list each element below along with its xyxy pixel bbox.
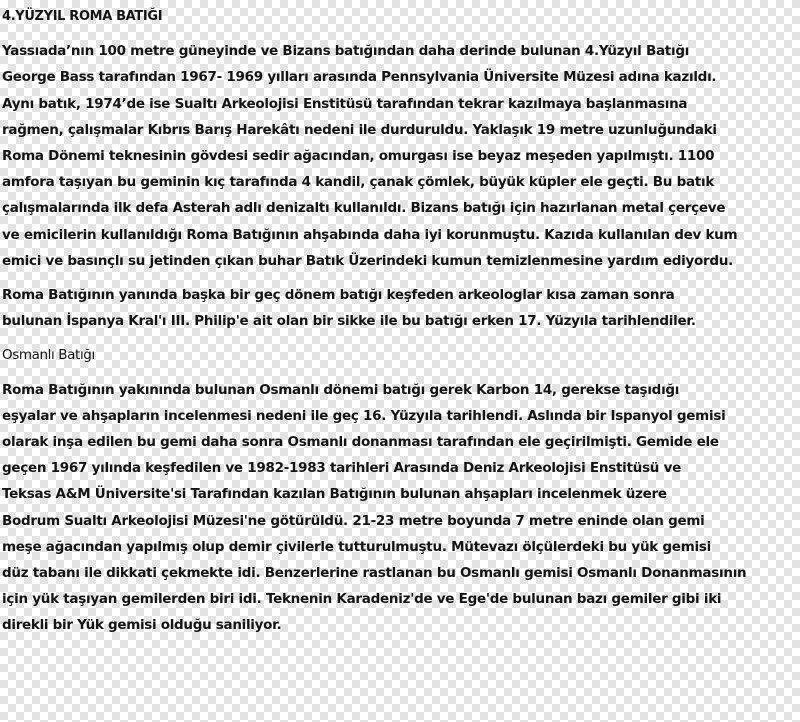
text-line: direkli bir Yük gemisi olduğu saniliyor. [2, 617, 282, 634]
text-line: için yük taşıyan gemilerden biri idi. Teknenin Karadeniz'de ve Ege'de bulunan bazı gemiler gibi iki [2, 591, 722, 608]
text-line: bulunan İspanya Kral'ı III. Philip'e ait olan bir sikke ile bu batığı erken 17. Yüzyıla tarihlendiler. [2, 313, 696, 330]
paragraph-late-wreck [2, 282, 800, 334]
text-line: ve emicilerin kullanıldığı Roma Batığının ahşabında daha iyi korunmuştu. Kazıda kullanılan dev kum [2, 226, 738, 243]
document-title: 4.YÜZYIL ROMA BATIĞI [2, 9, 163, 24]
text-line: Bodrum Sualtı Arkeolojisi Müzesi'ne götürüldü. 21-23 metre boyunda 7 metre eninde olan gemi [2, 512, 705, 529]
text-line: çalışmalarında ilk defa Asterah adlı denizaltı kullanıldı. Bizans batığı için hazırlanan metal çerçeve [2, 200, 726, 217]
text-line: emici ve basınçlı su jetinden çıkan buhar Batık Üzerindeki kumun temizlenmesine yardım ediyordu. [2, 252, 734, 269]
spacer [2, 334, 800, 342]
text-line: Aynı batık, 1974’de ise Sualtı Arkeolojisi Enstitüsü tarafından tekrar kazılmaya başlanmasına [2, 95, 688, 112]
text-line: meşe ağacından yapılmış olup demir çivilerle tutturulmuştu. Mütevazı ölçülerdeki bu yük gemisi [2, 538, 711, 555]
spacer [2, 30, 800, 38]
text-line: Roma Batığının yanında başka bir geç dönem batığı keşfeden arkeologlar kısa zaman sonra [2, 287, 675, 304]
text-line: Roma Dönemi teknesinin gövdesi sedir ağacından, omurgası ise beyaz meşeden yapılmıştı. 1100 [2, 148, 715, 165]
section-subtitle: Osmanlı Batığı [2, 347, 95, 364]
paragraph-roman-wreck [2, 38, 800, 274]
text-line: geçen 1967 yılında keşfedilen ve 1982-1983 tarihleri Arasında Deniz Arkeolojisi Enstitüsü ve [2, 460, 681, 477]
text-line: olarak inşa edilen bu gemi daha sonra Osmanlı donanması tarafından ele geçirilmişti. Gemide ele [2, 434, 719, 451]
text-line: Teksas A&M Üniversite'si Tarafından kazılan Batığının bulunan ahşapları incelenmek üzere [2, 486, 667, 503]
spacer [2, 369, 800, 377]
text-line: düz tabanı ile dikkati çekmekte idi. Benzerlerine rastlanan bu Osmanlı gemisi Osmanlı Donanmasının [2, 565, 747, 582]
text-line: Roma Batığının yakınında bulunan Osmanlı dönemi batığı gerek Karbon 14, gerekse taşıdığı [2, 381, 680, 398]
paragraph-ottoman-wreck [2, 377, 800, 639]
text-line: George Bass tarafından 1967- 1969 yılları arasında Pennsylvania Üniversite Müzesi adına kazıldı. [2, 69, 717, 86]
text-line: rağmen, çalışmalar Kıbrıs Barış Harekâtı nedeni ile durduruldu. Yaklaşık 19 metre uzunluğundaki [2, 121, 717, 138]
spacer [2, 274, 800, 282]
text-line: eşyalar ve ahşapların incelenmesi nedeni ile geç 16. Yüzyıla tarihlendi. Aslında bir Ispanyol gemisi [2, 407, 726, 424]
text-line: amfora taşıyan bu geminin kıç tarafında 4 kandil, çanak çömlek, büyük küpler ele geçti. Bu batık [2, 174, 715, 191]
text-line: Yassıada’nın 100 metre güneyinde ve Bizans batığından daha derinde bulunan 4.Yüzyıl Batığı [2, 43, 690, 60]
